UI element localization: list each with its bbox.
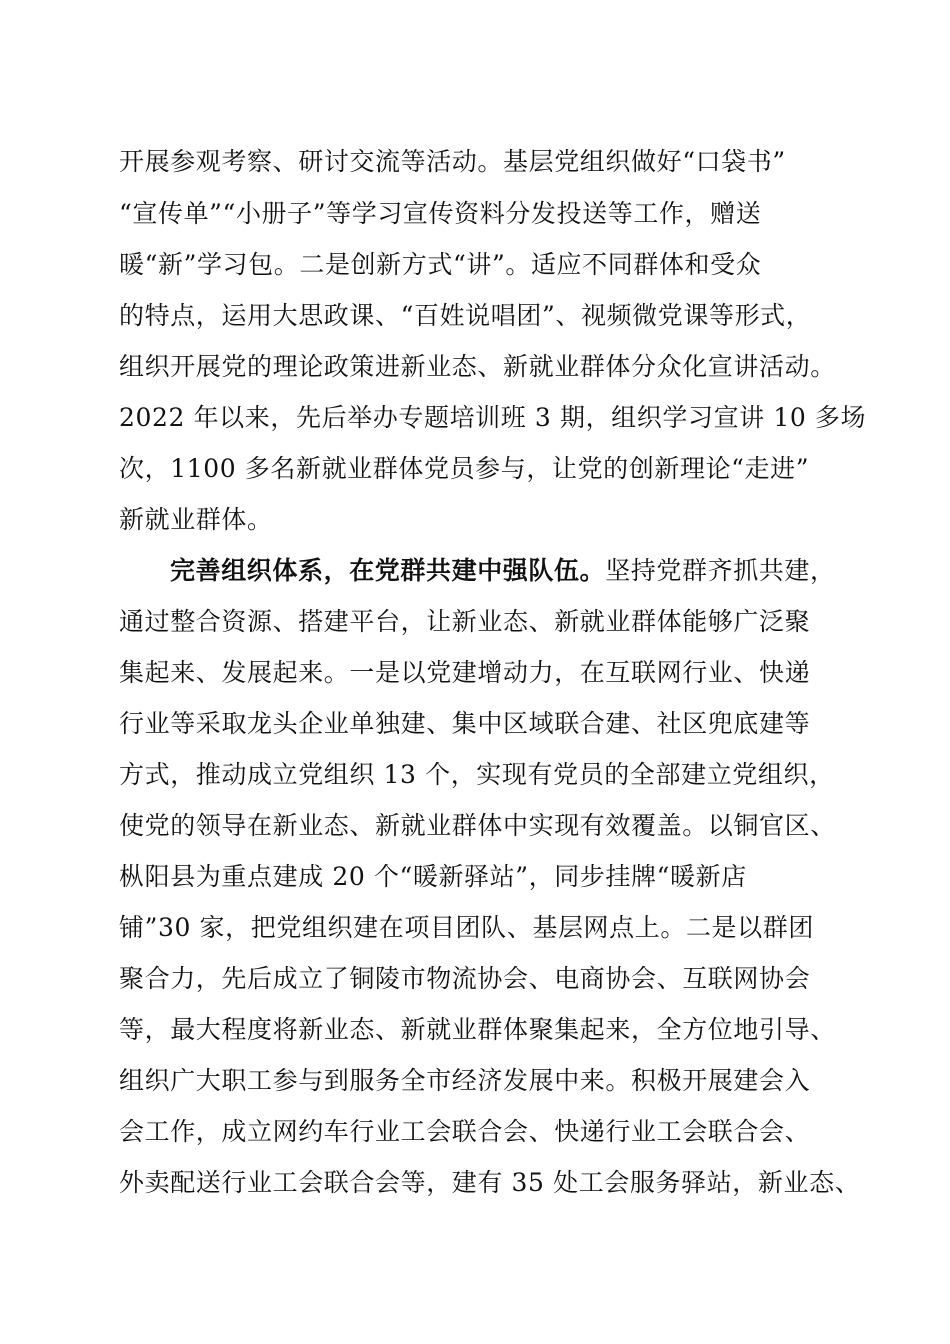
- paragraph-line: 的特点，运用大思政课、“百姓说唱团”、视频微党课等形式，: [119, 301, 812, 330]
- paragraph-line: 外卖配送行业工会联合会等，建有 35 处工会服务驿站，新业态、: [119, 1168, 861, 1197]
- paragraph-line: 组织开展党的理论政策进新业态、新就业群体分众化宣讲活动。: [119, 352, 836, 381]
- paragraph-line: 2022 年以来，先后举办专题培训班 3 期，组织学习宣讲 10 多场: [119, 403, 867, 432]
- paragraph-lead: 完善组织体系，在党群共建中强队伍。: [170, 556, 606, 585]
- paragraph-line: 会工作，成立网约车行业工会联合会、快递行业工会联合会、: [119, 1117, 811, 1146]
- paragraph-line: 次，1100 多名新就业群体党员参与，让党的创新理论“走进”: [119, 454, 810, 483]
- paragraph-line: “宣传单”“小册子”等学习宣传资料分发投送等工作，赠送: [119, 199, 762, 228]
- paragraph-line: 集起来、发展起来。一是以党建增动力，在互联网行业、快递: [119, 658, 811, 687]
- paragraph-line: 聚合力，先后成立了铜陵市物流协会、电商协会、互联网协会: [119, 964, 811, 993]
- paragraph-line: 使党的领导在新业态、新就业群体中实现有效覆盖。以铜官区、: [119, 811, 836, 840]
- paragraph-line: 等，最大程度将新业态、新就业群体聚集起来，全方位地引导、: [119, 1015, 836, 1044]
- paragraph-lead-rest: 坚持党群齐抓共建，: [605, 556, 836, 585]
- paragraph-line: 暖“新”学习包。二是创新方式“讲”。适应不同群体和受众: [119, 250, 762, 279]
- paragraph-first-line: [170, 556, 836, 586]
- paragraph-line: 开展参观考察、研讨交流等活动。基层党组织做好“口袋书”: [119, 147, 786, 176]
- paragraph-line: 组织广大职工参与到服务全市经济发展中来。积极开展建会入: [119, 1066, 811, 1095]
- paragraph-line: 新就业群体。: [119, 505, 273, 534]
- paragraph-line: 枞阳县为重点建成 20 个“暖新驿站”，同步挂牌“暖新店: [119, 862, 747, 891]
- paragraph-line: 铺”30 家，把党组织建在项目团队、基层网点上。二是以群团: [119, 913, 814, 942]
- paragraph-line: 行业等采取龙头企业单独建、集中区域联合建、社区兜底建等: [119, 709, 811, 738]
- paragraph-line: 通过整合资源、搭建平台，让新业态、新就业群体能够广泛聚: [119, 607, 811, 636]
- paragraph-line: 方式，推动成立党组织 13 个，实现有党员的全部建立党组织，: [119, 760, 835, 789]
